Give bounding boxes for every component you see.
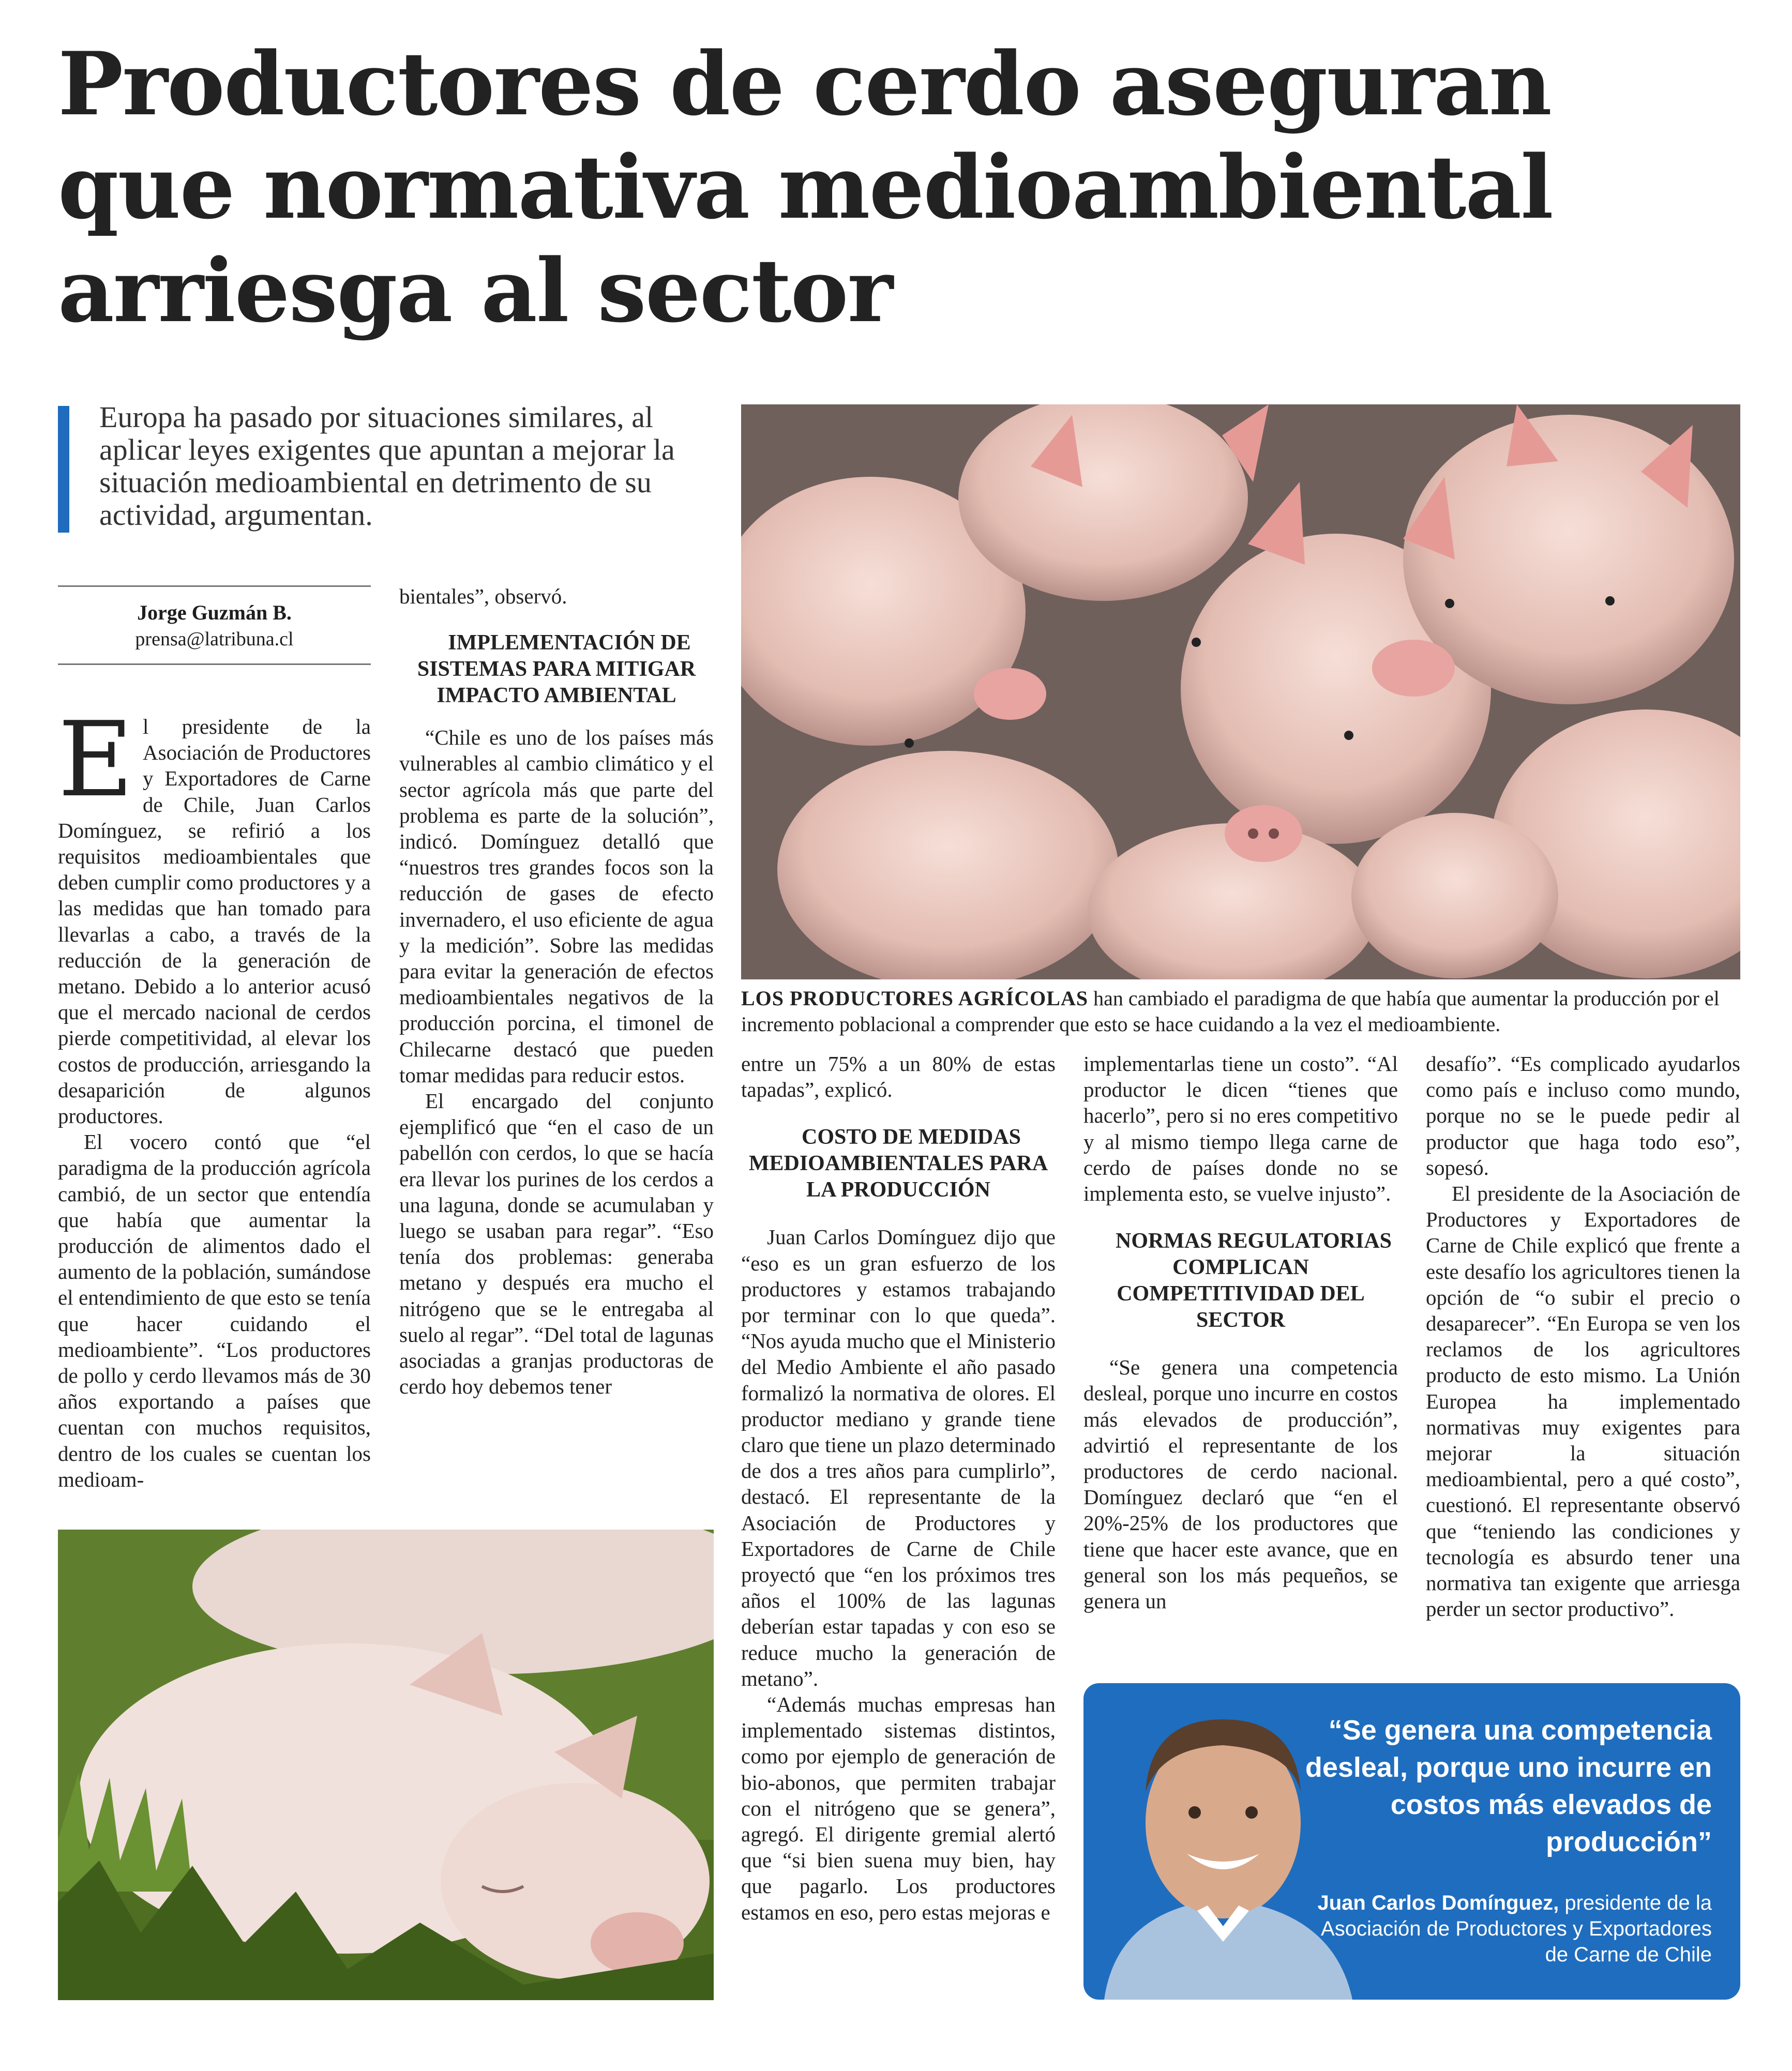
pull-quote-name: Juan Carlos Domínguez, <box>1317 1892 1559 1914</box>
section-subhead: NORMAS REGULATORIAS COMPLICAN COMPETITIVIDAD DEL SECTOR <box>1115 1229 1392 1333</box>
lead-paragraph: Europa ha pasado por situaciones similares, al aplicar leyes exigentes que apuntan a mejorar la situación medioambiental en detrimento de su actividad, argumentan. <box>99 400 675 532</box>
body-paragraph: El encargado del conjunto ejemplificó que “en el caso de un pabellón con cerdos, lo que se hacía era llevar los purines de los cerdos a una laguna, donde se acumulaban y luego se usaban para regar”. “Eso tenía dos problemas: generaba metano y después era mucho el nitrógeno que se le entregaba al suelo al regar”. “Del total de lagunas asociadas a granjas productoras de cerdo hoy debemos tener <box>399 1089 714 1399</box>
drop-cap: E <box>58 700 133 820</box>
byline-top-rule <box>58 585 371 587</box>
headline: Productores de cerdo aseguran que normativa medioambiental arriesga al sector <box>58 33 1553 342</box>
body-paragraph: El presidente de la Asociación de Productores y Exportadores de Carne de Chile explicó que frente a este desafío los agricultores tienen la opción de “o subir el precio o desaparecer”. “En Europa se ven los reclamos de los agricultores producto de esto mismo. La Unión Europea ha implementado normativas muy exigentes para mejorar la situación medioambiental, pero a qué costo”, cuestionó. El representante observó que “teniendo las condiciones y tecnología es absurdo tener una normativa tan exigente que arriesga perder un sector productivo”. <box>1426 1182 1740 1621</box>
byline-email: prensa@latribuna.cl <box>135 628 294 650</box>
piglet-grass-illustration <box>58 1530 714 2000</box>
body-paragraph: “Chile es uno de los países más vulnerables al cambio climático y el sector agrícola más que parte del problema es parte de la solución”, indicó. Domínguez detalló que “nuestros tres grandes focos son la reducción de gases de efecto invernadero, el uso eficiente de agua y la medición”. Sobre las medidas para evitar la generación de efectos medioambientales negativos de la producción porcina, el timonel de Chilecarne destacó que pueden tomar medidas para reducir estos. <box>399 725 714 1087</box>
body-paragraph: entre un 75% a un 80% de estas tapadas”, explicó. <box>741 1052 1056 1102</box>
piglets-illustration <box>741 404 1740 979</box>
body-paragraph: El presidente de la Asociación de Productores y Exportadores de Carne de Chile, Juan Carlos Domínguez, se refirió a los requisitos medioambientales que deben cumplir como productores y a las medidas que han tomado para llevarlas a cabo, a través de la reducción de la generación de metano. Debido a lo anterior acusó que el mercado nacional de cerdos pierde competitividad, al elevar los costos de producción, arriesgando la desaparición de algunos productores. <box>58 700 371 1128</box>
pull-quote-role: presidente de la Asociación de Productores y Exportadores de Carne de Chile <box>1321 1892 1712 1966</box>
photo-caption <box>741 986 1740 1037</box>
caption-lead: LOS PRODUCTORES AGRÍCOLAS <box>741 987 1089 1010</box>
piglet-grass-photo <box>58 1530 714 2000</box>
article-column-3 <box>741 1051 1056 1925</box>
body-paragraph: bientales”, observó. <box>399 584 567 608</box>
body-paragraph: El vocero contó que “el paradigma de la producción agrícola cambió, de un sector que entendía que había que aumentar la producción de alimentos dado el aumento de la población, sumándose el entendimiento de que esto se tenía que hacer cuidando el medioambiente”. “Los productores de pollo y cerdo llevamos más de 30 años exportando a países que cuentan con muchos requisitos, dentro de los cuales se cuentan los medioam- <box>58 1130 371 1491</box>
body-paragraph: Juan Carlos Domínguez dijo que “eso es un gran esfuerzo de los productores y estamos trabajando por terminar con lo que queda”. “Nos ayuda mucho que el Ministerio del Medio Ambiente el año pasado formalizó la normativa de olores. El productor mediano y grande tiene claro que tiene un plazo determinado de dos a tres años para cumplirlo”, destacó. El representante de la Asociación de Productores y Exportadores de Carne de Chile proyectó que “en los próximos tres años el 100% de las lagunas deberían estar tapadas y con eso se reduce mucho la generación de metano”. <box>741 1225 1056 1690</box>
article-column-4 <box>1083 1051 1398 1614</box>
pull-quote-text: “Se genera una competencia desleal, porque uno incurre en costos más elevados de producción” <box>1305 1715 1712 1857</box>
body-paragraph: implementarlas tiene un costo”. “Al productor le dicen “tienes que hacerlo”, pero si no eres competitivo y al mismo tiempo llega carne de cerdo de países donde no se implementa esto, se vuelve injusto”. <box>1083 1052 1398 1206</box>
piglets-photo <box>741 404 1740 979</box>
byline-author: Jorge Guzmán B. <box>137 601 292 624</box>
body-paragraph: “Además muchas empresas han implementado sistemas distintos, como por ejemplo de generación de bio-abonos, que permiten trabajar con el nitrógeno que se genera”, agregó. El dirigente gremial alertó que “si bien suena muy bien, hay que pagarlo. Los productores estamos en eso, pero estas mejoras e <box>741 1692 1056 1924</box>
pull-quote-attribution <box>1298 1890 1712 1968</box>
article-column-1 <box>58 700 371 1492</box>
article-column-5 <box>1426 1051 1740 1622</box>
caption-text: han cambiado el paradigma de que había que aumentar la producción por el incremento poblacional a comprender que esto se hace cuidando a la vez el medioambiente. <box>741 987 1720 1036</box>
lead-accent-bar <box>58 406 69 533</box>
pull-quote-box <box>1083 1683 1740 2000</box>
byline-bottom-rule <box>58 663 371 665</box>
body-paragraph: desafío”. “Es complicado ayudarlos como país e incluso como mundo, porque no se le puede pedir al productor que haga todo eso”, sopesó. <box>1426 1052 1740 1180</box>
byline <box>58 600 371 652</box>
body-paragraph: “Se genera una competencia desleal, porque uno incurre en costos más elevados de producción”, advirtió el representante de los productores de cerdo nacional. Domínguez declaró que “en el 20%-25% de los productores que tiene que hacer este avance, que en general son los más pequeños, se genera un <box>1083 1355 1398 1613</box>
section-subhead: IMPLEMENTACIÓN DE SISTEMAS PARA MITIGAR IMPACTO AMBIENTAL <box>417 631 696 708</box>
article-column-2 <box>399 583 714 1399</box>
section-subhead: COSTO DE MEDIDAS MEDIOAMBIENTALES PARA LA PRODUCCIÓN <box>748 1125 1048 1202</box>
